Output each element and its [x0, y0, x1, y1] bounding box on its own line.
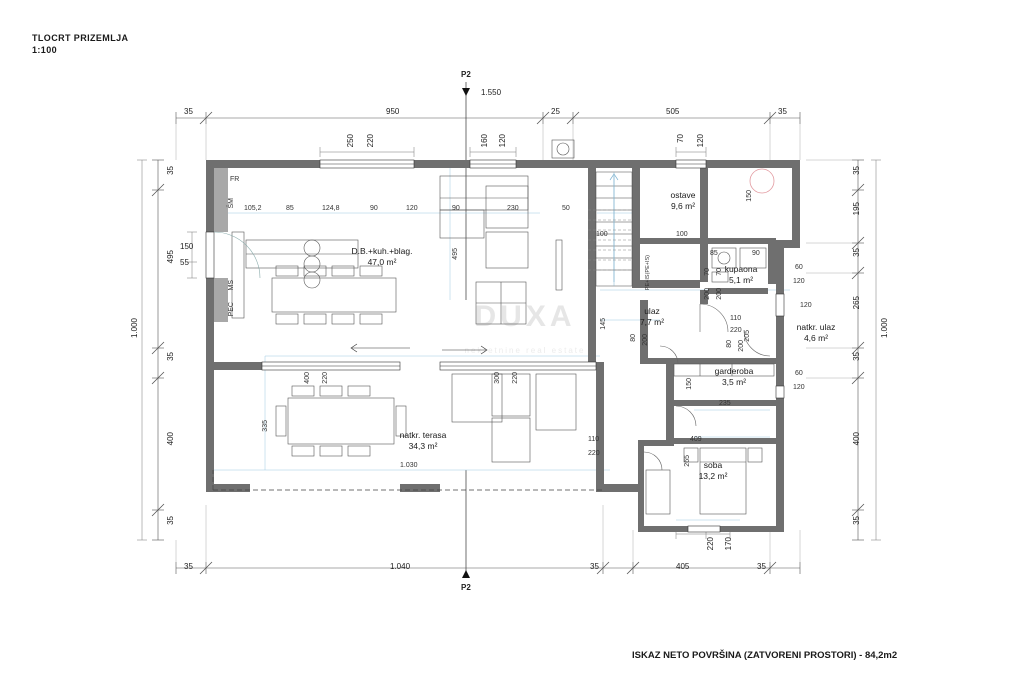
dim-right-6: 400: [852, 432, 861, 446]
dim-top-inner-70: 70: [676, 134, 685, 143]
dim-right-2: 195: [852, 202, 861, 216]
dim-top-inner-120: 120: [498, 134, 507, 148]
dim-left-2: 495: [166, 250, 175, 264]
dim-left-4: 400: [166, 432, 175, 446]
room-label-terasa: natkr. terasa 34,3 m²: [399, 430, 447, 451]
dim-i-124: 124,8: [322, 205, 340, 212]
dim-i-230: 230: [507, 205, 519, 212]
dim-i-100b: 100: [676, 231, 688, 238]
dim-right-5: 35: [852, 352, 861, 361]
dim-i-150: 150: [746, 190, 753, 202]
dim-i-200b: 200: [716, 288, 723, 300]
dim-i-120c: 120: [793, 278, 805, 285]
dim-bottom-4: 405: [676, 562, 690, 571]
dim-i-235: 235: [719, 400, 731, 407]
dim-top-2: 950: [386, 107, 400, 116]
dim-i-90c: 90: [752, 250, 760, 257]
dim-i-120d: 120: [800, 302, 812, 309]
dim-left-1: 35: [166, 166, 175, 175]
dim-right-1: 35: [852, 166, 861, 175]
dim-top-1: 35: [184, 107, 193, 116]
dim-i-145: 145: [600, 318, 607, 330]
dim-i-80: 80: [630, 334, 637, 342]
dim-left-total: 1.000: [130, 318, 139, 339]
dim-i-220d: 220: [588, 450, 600, 457]
dim-left-3: 35: [166, 352, 175, 361]
dim-i-80b: 80: [726, 340, 733, 348]
section-mark-bottom: P2: [461, 583, 471, 592]
appliance-ms: MS: [228, 280, 235, 291]
room-label-natkr-ulaz: natkr. ulaz 4,6 m²: [796, 322, 836, 343]
dim-i-110b: 110: [588, 436, 600, 443]
dim-i-70: 70: [704, 268, 711, 276]
dim-left-55: 55: [180, 258, 189, 267]
dim-i-110: 110: [730, 315, 742, 322]
room-label-garderoba: garderoba 3,5 m²: [714, 366, 754, 387]
room-label-kupaona: kupaona 5,1 m²: [724, 264, 758, 285]
dim-i-85b: 85: [710, 250, 718, 257]
dim-top-inner-160: 160: [480, 134, 489, 148]
dim-right-total: 1.000: [880, 318, 889, 339]
dim-i-120: 120: [406, 205, 418, 212]
section-mark-top: P2: [461, 70, 471, 79]
appliance-sm: ŠM: [228, 198, 235, 209]
dim-bottom-inner-170: 170: [724, 537, 733, 551]
dim-left-5: 35: [166, 516, 175, 525]
dim-top-inner-250: 250: [346, 134, 355, 148]
dim-i-300: 300: [494, 372, 501, 384]
room-label-soba: soba 13,2 m²: [698, 460, 728, 481]
dim-i-120e: 120: [793, 384, 805, 391]
dim-i-90: 90: [370, 205, 378, 212]
dim-i-335: 335: [262, 420, 269, 432]
room-label-ostave: ostave 9,6 m²: [670, 190, 696, 211]
room-label-ulaz: ulaz 7,7 m²: [639, 306, 665, 327]
dim-i-1030: 1.030: [400, 462, 418, 469]
appliance-pec: PEC: [228, 302, 235, 317]
dim-i-409: 409: [690, 436, 702, 443]
footer-note: ISKAZ NETO POVRŠINA (ZATVORENI PROSTORI) - 84,2m2: [632, 650, 898, 661]
dim-i-220c: 220: [512, 372, 519, 384]
dim-right-7: 35: [852, 516, 861, 525]
dim-top-inner-220: 220: [366, 134, 375, 148]
dim-bottom-inner-220: 220: [706, 537, 715, 551]
dim-i-105: 105,2: [244, 205, 262, 212]
dim-top-5: 35: [778, 107, 787, 116]
dim-top-3: 25: [551, 107, 560, 116]
stair-note: PE+IS(PE+IS): [645, 255, 651, 291]
dim-i-205: 205: [744, 330, 751, 342]
page-title: TLOCRT PRIZEMLJA 1:100: [32, 33, 129, 55]
dim-bottom-3: 35: [590, 562, 599, 571]
dim-i-150b: 150: [686, 378, 693, 390]
dim-i-200: 200: [704, 288, 711, 300]
dim-bottom-2: 1.040: [390, 562, 411, 571]
dim-i-265: 265: [684, 455, 691, 467]
dim-i-200d: 200: [738, 340, 745, 352]
dim-top-4: 505: [666, 107, 680, 116]
dim-i-200c: 200: [642, 334, 649, 346]
dim-right-4: 265: [852, 296, 861, 310]
dim-i-100: 100: [596, 231, 608, 238]
room-label-dnevni: D.B.+kuh.+blag. 47,0 m²: [351, 246, 413, 267]
dim-i-495: 495: [452, 248, 459, 260]
dim-right-3: 35: [852, 248, 861, 257]
watermark: DUXA nekretnine real estate: [464, 300, 586, 355]
dim-i-90b: 90: [452, 205, 460, 212]
dim-top-inner-120b: 120: [696, 134, 705, 148]
appliance-fr: FR: [230, 176, 240, 183]
dim-i-60: 60: [795, 264, 803, 271]
dim-i-400: 400: [304, 372, 311, 384]
dim-i-85: 85: [286, 205, 294, 212]
dim-bottom-1: 35: [184, 562, 193, 571]
dim-top-note: 1.550: [481, 88, 502, 97]
dim-i-50: 50: [562, 205, 570, 212]
dim-i-220: 220: [730, 327, 742, 334]
dim-i-60b: 60: [795, 370, 803, 377]
dim-left-150: 150: [180, 242, 194, 251]
dim-i-70b: 70: [716, 268, 723, 276]
dim-bottom-5: 35: [757, 562, 766, 571]
dim-i-220b: 220: [322, 372, 329, 384]
